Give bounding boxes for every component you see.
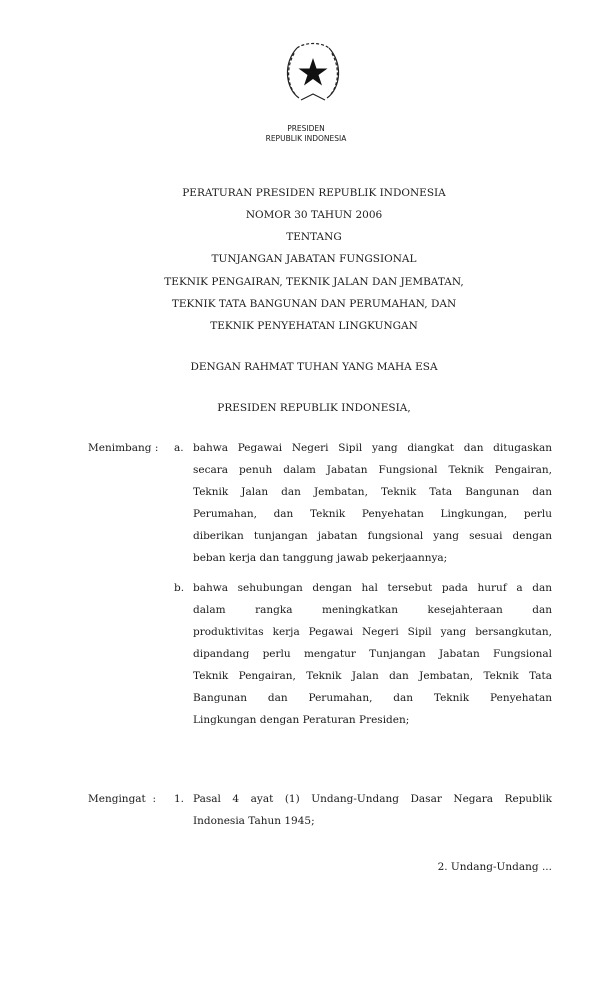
text-line: Lingkungan dengan Peraturan Presiden; (193, 714, 410, 726)
invocation: DENGAN RAHMAT TUHAN YANG MAHA ESA (190, 361, 438, 373)
title-line: TEKNIK PENYEHATAN LINGKUNGAN (210, 320, 418, 332)
letterhead-president: PRESIDEN (287, 124, 325, 133)
item-marker: 1. (174, 793, 185, 805)
text-line: bahwa Pegawai Negeri Sipil yang diangkat dan ditugaskan (193, 442, 552, 454)
text-line: dalam rangka meningkatkan kesejahteraan dan (193, 604, 552, 616)
title-line: TEKNIK PENGAIRAN, TEKNIK JALAN DAN JEMBATAN, (164, 276, 464, 288)
menimbang-label: Menimbang : (88, 442, 159, 454)
item-marker: a. (174, 442, 184, 454)
text-line: secara penuh dalam Jabatan Fungsional Teknik Pengairan, (193, 464, 552, 476)
title-line: TEKNIK TATA BANGUNAN DAN PERUMAHAN, DAN (171, 298, 457, 310)
text-line: Perumahan, dan Teknik Penyehatan Lingkungan, perlu (193, 508, 552, 520)
menimbang-item-b (193, 577, 552, 731)
president-line: PRESIDEN REPUBLIK INDONESIA, (217, 402, 411, 414)
item-marker: b. (174, 582, 185, 594)
title-line: PERATURAN PRESIDEN REPUBLIK INDONESIA (182, 187, 446, 199)
garuda-emblem-icon (283, 38, 343, 108)
letterhead-republic: REPUBLIK INDONESIA (265, 134, 347, 143)
title-line: NOMOR 30 TAHUN 2006 (245, 209, 383, 221)
text-line: diberikan tunjangan jabatan fungsional yang sesuai dengan (193, 530, 552, 542)
text-line: Bangunan dan Perumahan, dan Teknik Penyehatan (193, 692, 552, 704)
mengingat-item-1 (193, 788, 552, 832)
title-line: TUNJANGAN JABATAN FUNGSIONAL (211, 253, 417, 265)
text-line: Teknik Jalan dan Jembatan, Teknik Tata Bangunan dan (193, 486, 552, 498)
text-line: bahwa sehubungan dengan hal tersebut pada huruf a dan (193, 582, 552, 594)
text-line: Teknik Pengairan, Teknik Jalan dan Jembatan, Teknik Tata (193, 670, 552, 682)
mengingat-label: Mengingat : (88, 793, 156, 805)
menimbang-item-a (193, 437, 552, 569)
text-line: dipandang perlu mengatur Tunjangan Jabatan Fungsional (193, 648, 552, 660)
text-line: produktivitas kerja Pegawai Negeri Sipil yang bersangkutan, (193, 626, 552, 638)
text-line: Pasal 4 ayat (1) Undang-Undang Dasar Negara Republik (193, 793, 552, 805)
text-line: beban kerja dan tanggung jawab pekerjaannya; (193, 552, 448, 564)
page-continuation: 2. Undang-Undang ... (437, 861, 552, 873)
title-line: TENTANG (286, 231, 342, 243)
text-line: Indonesia Tahun 1945; (193, 815, 315, 827)
